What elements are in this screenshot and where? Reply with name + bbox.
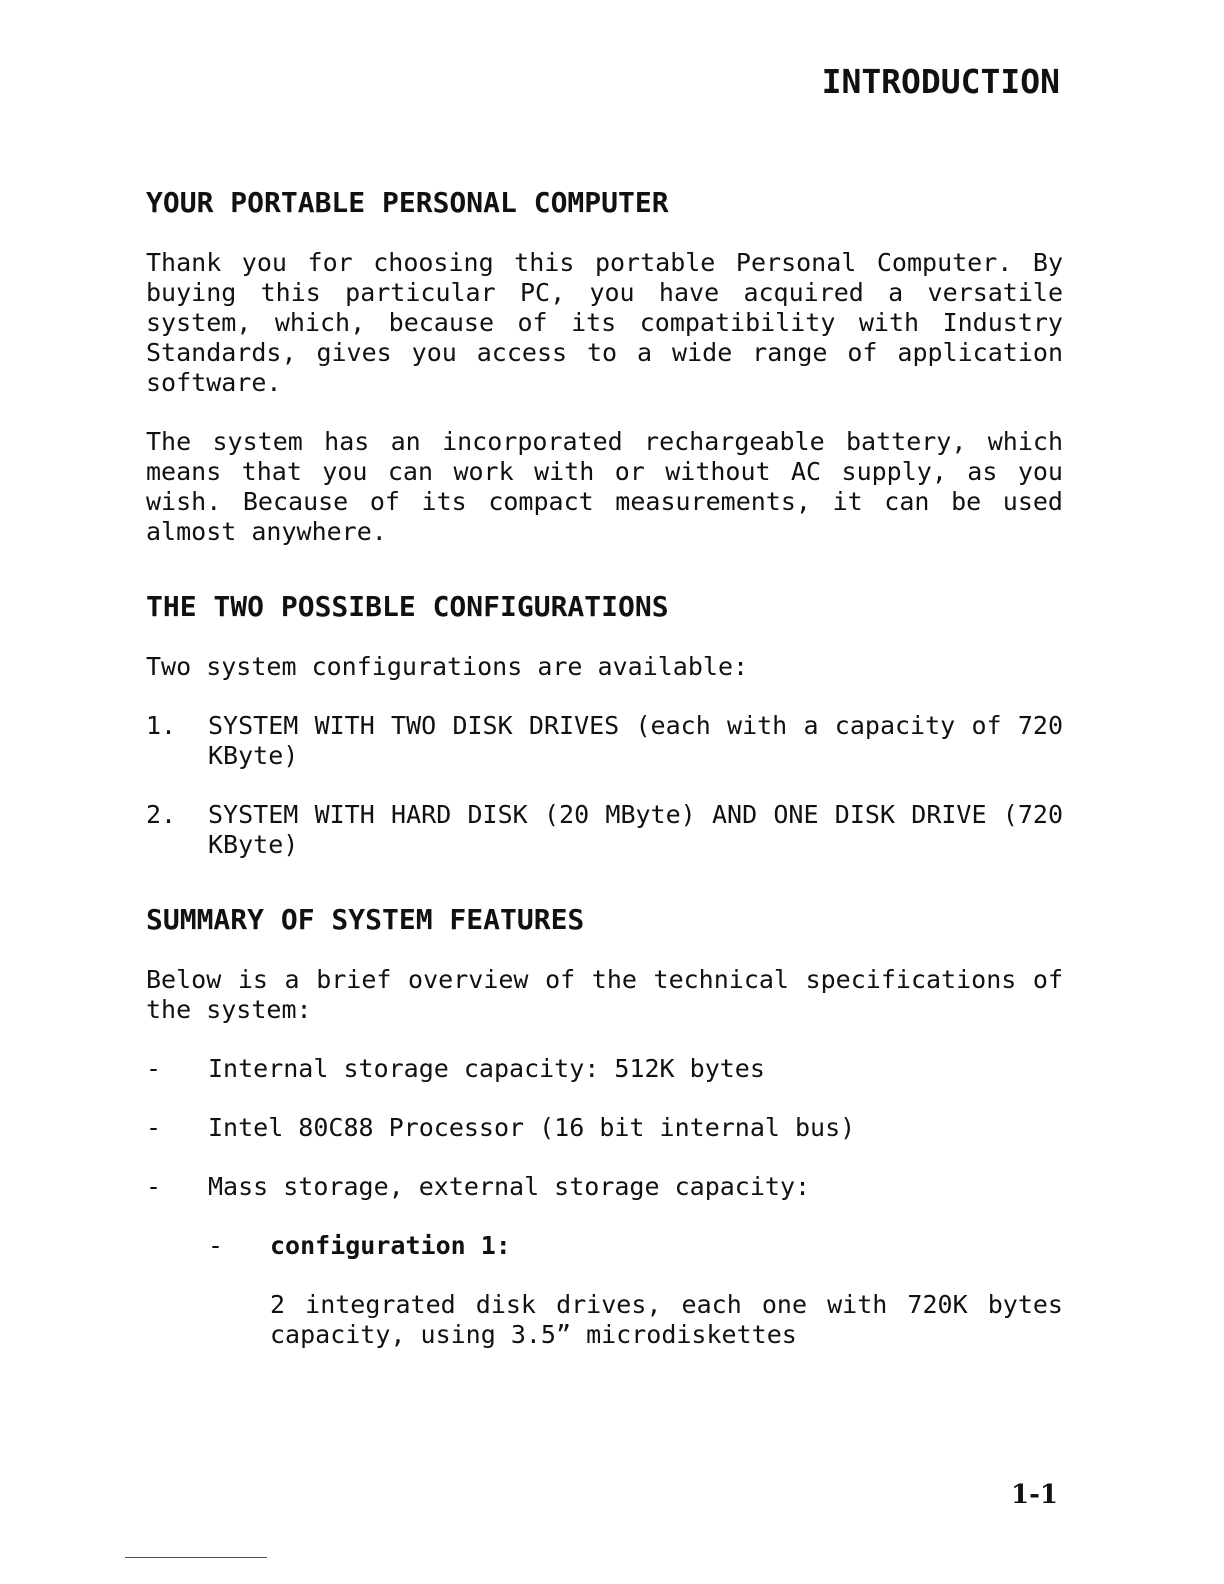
paragraph-features-intro: Below is a brief overview of the technical specifications of the system: <box>146 965 1063 1024</box>
list-marker: 1. <box>146 711 177 740</box>
list-item-text: Internal storage capacity: 512K bytes <box>208 1054 765 1083</box>
list-marker: - <box>208 1231 224 1260</box>
list-item-config-2 <box>146 800 1063 860</box>
section-heading-configurations: THE TWO POSSIBLE CONFIGURATIONS <box>146 590 669 623</box>
sub-item-description <box>208 1290 1063 1350</box>
list-item-text: Mass storage, external storage capacity: <box>208 1172 811 1201</box>
list-marker: - <box>146 1113 162 1142</box>
sub-item-label: configuration 1: <box>270 1231 511 1260</box>
paragraph-thank-you: Thank you for choosing this portable Personal Computer. By buying this particular PC, you have acquired a versatile system, which, because of its compatibility with Industry Standards, gives you access to a wide range of application software. <box>146 248 1063 397</box>
list-item-mass-storage <box>146 1172 1063 1202</box>
list-item-text: SYSTEM WITH HARD DISK (20 MByte) AND ONE DISK DRIVE (720 KByte) <box>208 800 1063 859</box>
paragraph-configurations-intro: Two system configurations are available: <box>146 652 749 681</box>
sub-item-configuration-1 <box>208 1231 1063 1261</box>
section-heading-features: SUMMARY OF SYSTEM FEATURES <box>146 903 585 936</box>
section-heading-portable-pc: YOUR PORTABLE PERSONAL COMPUTER <box>146 186 669 219</box>
list-marker: - <box>146 1054 162 1083</box>
list-item-processor <box>146 1113 1063 1143</box>
list-item-internal-storage <box>146 1054 1063 1084</box>
paragraph-battery: The system has an incorporated rechargeable battery, which means that you can work with or without AC supply, as you wish. Because of its compact measurements, it can be used almost anywhere. <box>146 427 1063 546</box>
list-item-config-1 <box>146 711 1063 771</box>
page-number: 1-1 <box>1011 1480 1058 1510</box>
footer-rule <box>125 1557 267 1558</box>
list-marker: 2. <box>146 800 177 829</box>
page-body <box>146 185 1063 1350</box>
list-item-text: SYSTEM WITH TWO DISK DRIVES (each with a capacity of 720 KByte) <box>208 711 1063 770</box>
chapter-title: INTRODUCTION <box>821 62 1060 101</box>
list-marker: - <box>146 1172 162 1201</box>
sub-item-text: 2 integrated disk drives, each one with 720K bytes capacity, using 3.5” microdiskettes <box>270 1290 1063 1349</box>
list-item-text: Intel 80C88 Processor (16 bit internal bus) <box>208 1113 856 1142</box>
